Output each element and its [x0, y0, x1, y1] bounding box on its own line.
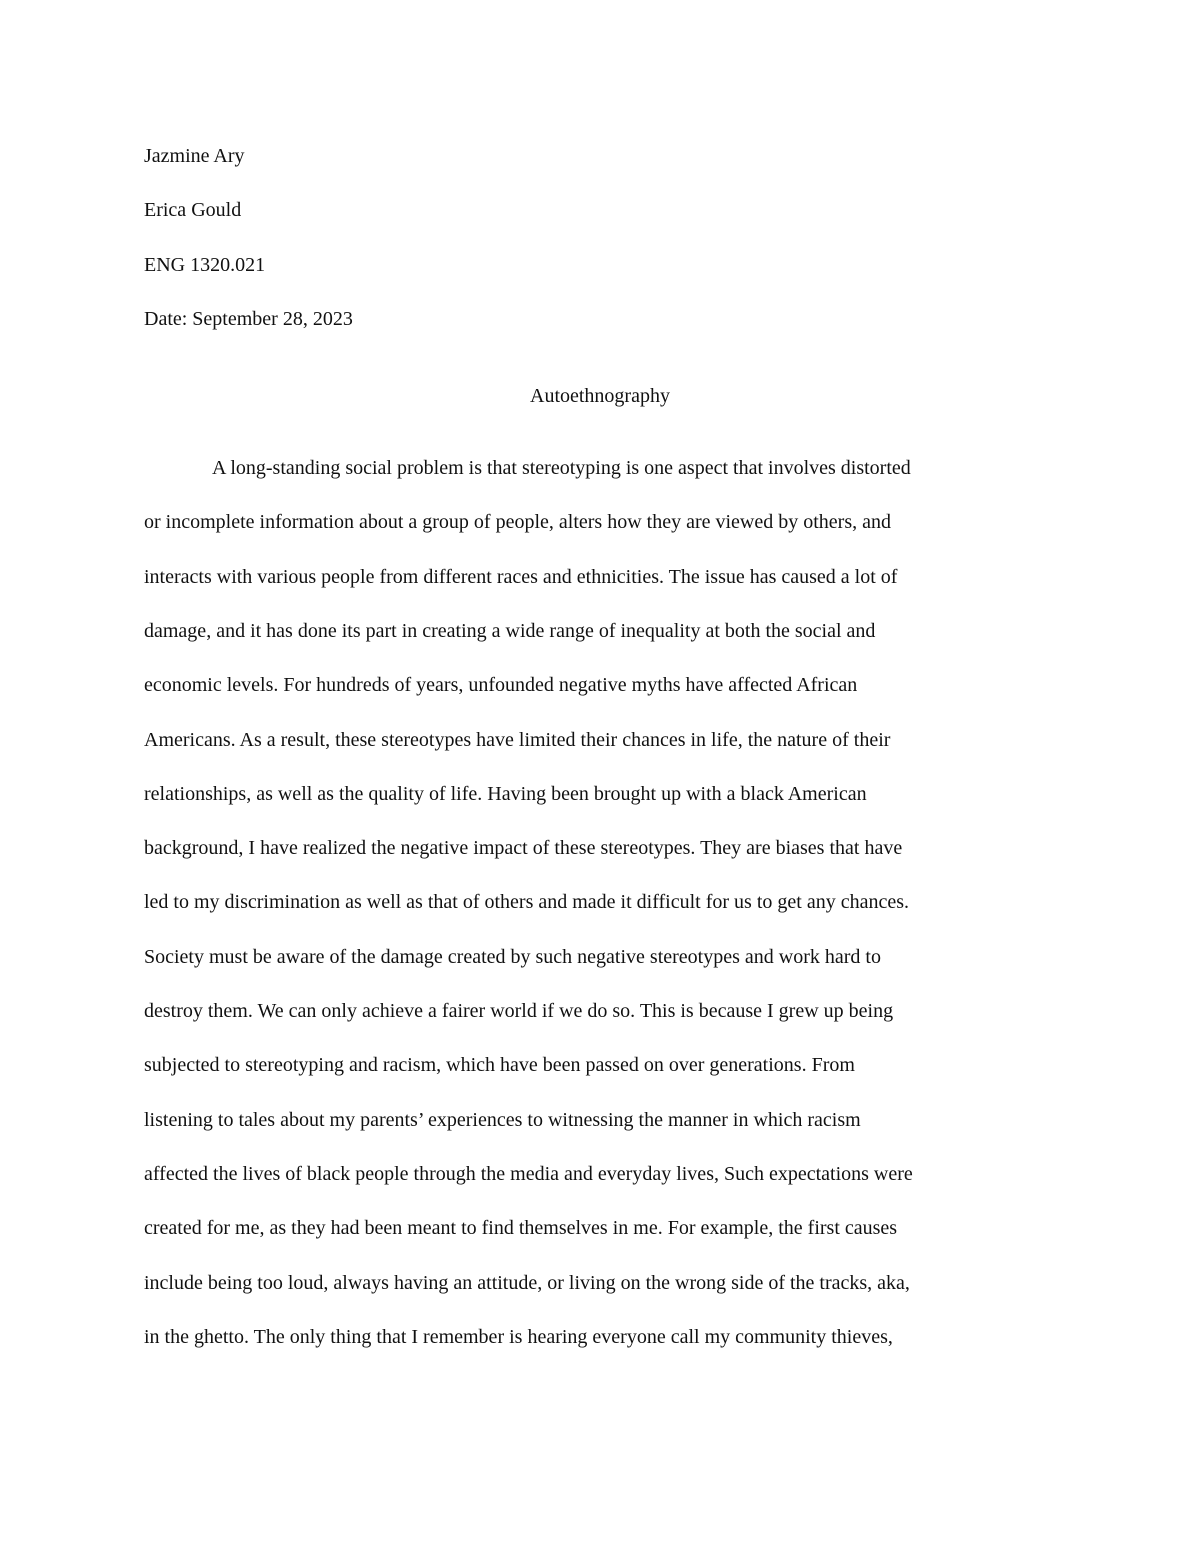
author-name: Jazmine Ary: [144, 145, 245, 167]
body-line: subjected to stereotyping and racism, which have been passed on over generations. From: [144, 1054, 855, 1077]
body-line: listening to tales about my parents’ experiences to witnessing the manner in which racism: [144, 1108, 861, 1131]
body-line: destroy them. We can only achieve a fairer world if we do so. This is because I grew up being: [144, 1000, 894, 1022]
body-line: include being too loud, always having an attitude, or living on the wrong side of the tracks, aka,: [144, 1271, 910, 1294]
body-line: interacts with various people from different races and ethnicities. The issue has caused a lot of: [144, 565, 898, 588]
body-line: led to my discrimination as well as that of others and made it difficult for us to get any chances.: [144, 891, 909, 914]
body-line: created for me, as they had been meant to find themselves in me. For example, the first causes: [144, 1217, 898, 1240]
instructor-name: Erica Gould: [144, 199, 242, 221]
document-date: Date: September 28, 2023: [144, 308, 353, 330]
body-line: Americans. As a result, these stereotypes have limited their chances in life, the nature of their: [144, 728, 891, 751]
body-line: affected the lives of black people through the media and everyday lives, Such expectations were: [144, 1162, 913, 1185]
course-code: ENG 1320.021: [144, 254, 266, 276]
body-line: relationships, as well as the quality of life. Having been brought up with a black American: [144, 782, 867, 805]
body-line: in the ghetto. The only thing that I remember is hearing everyone call my community thieves,: [144, 1325, 893, 1348]
body-line: or incomplete information about a group of people, alters how they are viewed by others, and: [144, 511, 891, 534]
body-line: damage, and it has done its part in creating a wide range of inequality at both the social and: [144, 619, 876, 642]
body-line: economic levels. For hundreds of years, unfounded negative myths have affected African: [144, 674, 858, 697]
body-line: A long-standing social problem is that stereotyping is one aspect that involves distorted: [212, 457, 911, 479]
body-line: Society must be aware of the damage created by such negative stereotypes and work hard to: [144, 945, 881, 968]
body-line: background, I have realized the negative impact of these stereotypes. They are biases that have: [144, 837, 903, 860]
document-title: Autoethnography: [530, 385, 670, 407]
